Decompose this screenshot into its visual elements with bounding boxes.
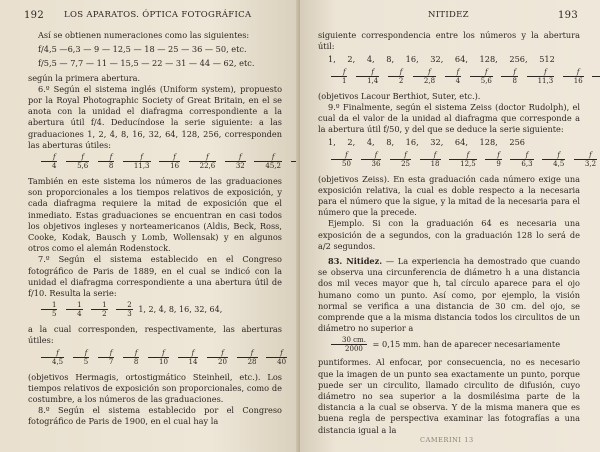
fraction-row: $\frac{f}{50}$ $\frac{f}{36}$ $\frac{f}{25}$ $\frac{f}{18}$ $\frac{f}{12,5}$ $\frac{f}{9}$ $\frac{f}{6,3}$ $\frac{f}{4,5}$ $\frac{f}{3,2}$ [318, 151, 580, 171]
paragraph: 7.º Según el sistema establecido en el Congreso fotográfico de Paris de 1889, en el cual se indicó con la unidad el diafragma correspondiente a una abertura útil de f/10. Resulta la serie: [28, 254, 282, 299]
fraction-row: $\frac{f}{4,5}$ $\frac{f}{5}$ $\frac{f}{7}$ $\frac{f}{8}$ $\frac{f}{10}$ $\frac{f}{14}$ $\frac{f}{20}$ $\frac{f}{28}$ $\frac{f}{40}$ [28, 349, 282, 369]
signature-mark: CAMERINI 13 [420, 436, 474, 444]
left-running-head: LOS APARATOS. ÓPTICA FOTOGRÁFICA [64, 10, 252, 20]
left-body-text [28, 30, 287, 428]
right-running-head: NITIDEZ [428, 10, 469, 20]
paragraph: 8.º Según el sistema establecido por el Congreso fotográfico de Paris de 1900, en el cual hay la [28, 405, 282, 427]
section-heading: 83. Nitidez. [328, 256, 383, 267]
fraction-row: $\frac{f}{4}$ $\frac{f}{5,6}$ $\frac{f}{8}$ $\frac{f}{11,3}$ $\frac{f}{16}$ $\frac{f}{22,6}$ $\frac{f}{32}$ $\frac{f}{45,2}$ [28, 153, 282, 173]
paragraph: 6.º Según el sistema inglés (Uniform system), propuesto por la Royal Photographic Society of Great Britain, en el se anota con la unidad el diafragma correspondiente a la abertura útil f/4. Deducíndose la serie siguiente: a las graduaciones 1, 2, 4, 8, 16, 32, 64, 128, 256, corresponden las aberturas útiles: [28, 83, 282, 150]
right-body-text [318, 30, 597, 436]
formula: $\frac{30 cm.}{2000}$ = 0,15 mm. han de aparecer necesariamente [318, 336, 580, 354]
right-page-number: 193 [558, 10, 578, 21]
paragraph: (objetivos Hermagis, ortostigmático Steinheil, etc.). Los tiempos relativos de exposición son proporcionales, como de costumbre, a los números de las graduaciones. [28, 371, 282, 405]
paragraph: Así se obtienen numeraciones como las siguientes: [38, 30, 250, 40]
fraction-row: $\frac{1}{5}$ $\frac{1}{4}$ $\frac{1}{2}$ $\frac{2}{3}$ 1, 2, 4, 8, 16, 32, 64, [28, 301, 282, 321]
paragraph: puntiformes. Al enfocar, por consecuencia, no es necesario que la imagen de un punto sea exactamente un punto, porque puede ser un circulito, llamado circulito de difusión, cuyo diámetro no sea superior a la dosmilésima parte de la distancia a la cual se observa. Y de la misma manera que es buena regla de perspectiva examinar las fotografías a una distancia igual a la [318, 357, 580, 435]
fraction-row: $\frac{f}{1}$ $\frac{f}{1,4}$ $\frac{f}{2}$ $\frac{f}{2,8}$ $\frac{f}{4}$ $\frac{f}{5,6}$ $\frac{f}{8}$ $\frac{f}{11,3}$ $\frac{f}{16}$ [318, 68, 580, 88]
paragraph: Ejemplo. Si con la graduación 64 es necesaria una exposición de a segundos, con la graduación 128 lo será de a/2 segundos. [318, 218, 580, 251]
sequence: f/4,5 —6,3 — 9 — 12,5 — 18 — 25 — 36 — 50, etc. [38, 44, 247, 55]
paragraph: (objetivos Zeiss). En esta graduación cada número exige una exposición relativa, la cual es doble respecto a la necesaria para el número que la sigue, y la mitad de la necesaria para el número que la precede. [318, 173, 580, 218]
right-page [300, 0, 600, 452]
sequence: f/5,5 — 7,7 — 11 — 15,5 — 22 — 31 — 44 — 62, etc. [38, 58, 255, 69]
paragraph: según la primera abertura. [28, 72, 141, 83]
paragraph: (objetivos Lacour Berthiot, Suter, etc.). [318, 90, 481, 101]
paragraph: 9.º Finalmente, según el sistema Zeiss (doctor Rudolph), el cual da el valor de la unidad al diafragma que corresponde a la abertura útil f/50, y del que se deduce la serie siguiente: [318, 101, 580, 135]
paragraph: siguiente correspondencia entre los números y la abertura útil: [318, 30, 580, 52]
left-page-number: 192 [24, 10, 44, 21]
number-row: 1, 2, 4, 8, 16, 32, 64, 128, 256 [328, 137, 525, 148]
paragraph: También en este sistema los números de las graduaciones son proporcionales a los tiempos relativos de exposición, y cada diafragma requiere la mitad de exposición que el inmediato. Estas graduaciones se encuentran en casi todos los objetivos ingleses y norteamericanos (Aldis, Beck, Ross, Cooke, Kodak, Bausch y Lomb, Wollensak) y en algunos otros como el alemán Rodenstock. [28, 176, 282, 254]
number-row: 1, 2, 4, 8, 16, 32, 64, 128, 256, 512 [328, 54, 555, 65]
section-paragraph: 83. Nitidez. — La experiencia ha demostrado que cuando se observa una circunferencia de diámetro h a una distancia dos mil veces mayor que h, tal círculo aparece para el ojo humano como un punto. Así como, por ejemplo, la visión normal se verifica a una distancia de 30 cm. del ojo, se comprende que a la misma distancia todos los circulitos de un diámetro no superior a [318, 256, 581, 334]
paragraph: a la cual corresponden, respectivamente, las aberturas útiles: [28, 324, 282, 346]
